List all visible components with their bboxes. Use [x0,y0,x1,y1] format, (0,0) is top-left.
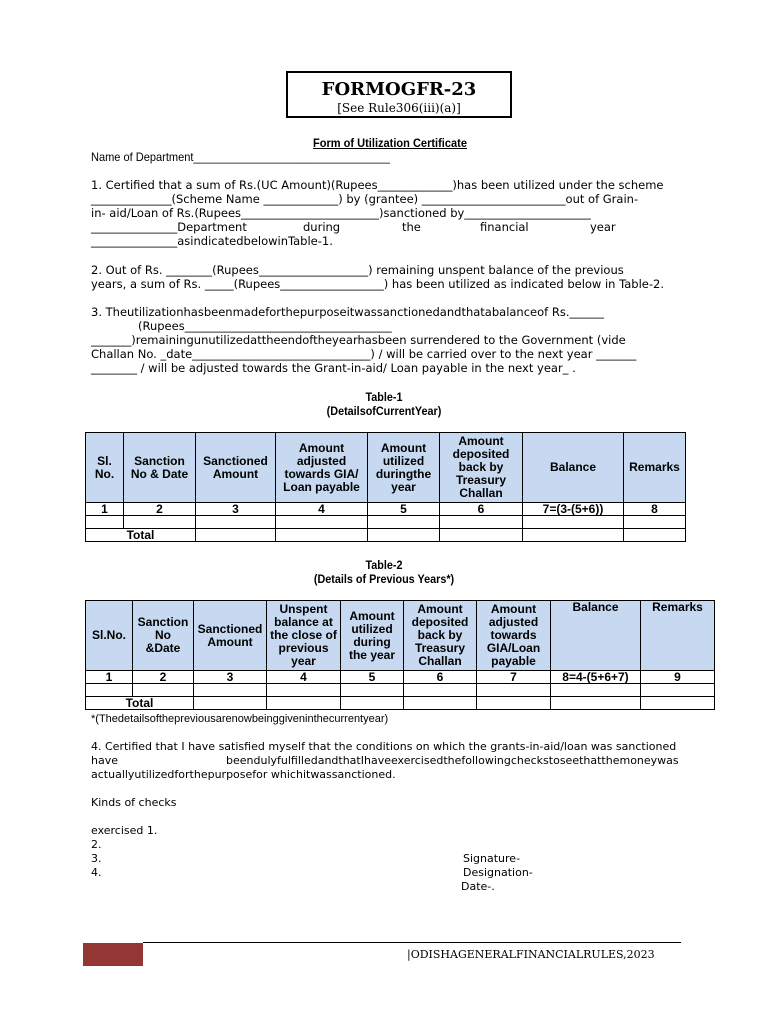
table2-header-balance: Balance [551,601,641,671]
table-cell [368,516,440,529]
table-cell [194,697,267,710]
table-cell [477,697,551,710]
table1-col-number: 4 [276,503,368,516]
table-cell [404,684,477,697]
para1-line4-the: the [402,220,421,234]
table1-col-number: 1 [86,503,124,516]
para2-line1: 2. Out of Rs. ________(Rupees___________________) remaining unspent balance of the previous [91,263,624,277]
para3-line3: _______)remainingunutilizedattheendoftheyearhasbeen surrendered to the Government (vide [91,333,626,347]
table1-header-slno: Sl. No. [86,433,124,503]
table2-caption: Table-2 [365,558,403,572]
table-cell [523,529,624,542]
table2-header-slno: Sl.No. [86,601,133,671]
table-cell [196,529,276,542]
table2-col-number: 9 [641,671,715,684]
table2-header-row [86,601,715,671]
table1-empty-row [86,516,686,529]
para2-line2: years, a sum of Rs. _____(Rupees__________________) has been utilized as indicated below in Table-2. [91,277,664,291]
table-cell [133,684,194,697]
check-item-2: 2. [91,838,102,851]
table1-col-number: 3 [196,503,276,516]
table2-col-number: 8=4-(5+6+7) [551,671,641,684]
table-cell [641,684,715,697]
table-cell [551,697,641,710]
table-cell [477,684,551,697]
table2-header-amount-adjusted: Amount adjusted towards GIA/Loan payable [477,601,551,671]
table1-col-number: 7=(3-(5+6)) [523,503,624,516]
para3-line2: (Rupees____________________________________ [138,319,392,333]
table2-col-number: 6 [404,671,477,684]
table1-header-sanctioned-amount: Sanctioned Amount [196,433,276,503]
para1-line4-department: _______________Department [91,220,247,234]
table-cell [276,516,368,529]
table2-number-row [86,671,715,684]
table1-subcaption: (DetailsofCurrentYear) [326,404,442,418]
table-cell [196,516,276,529]
table1-number-row [86,503,686,516]
table2-col-number: 5 [341,671,404,684]
table-cell [440,529,523,542]
table1-header-amount-utilized: Amount utilized duringthe year [368,433,440,503]
table-cell [267,684,341,697]
table-cell [194,684,267,697]
table1-col-number: 5 [368,503,440,516]
checks-label: Kinds of checks [91,796,177,809]
current-year-table [85,432,686,542]
signature-label: Signature- [463,852,521,865]
date-label: Date-. [461,880,495,893]
table2-total-row [86,697,715,710]
designation-label: Designation- [463,866,533,879]
table1-total-row [86,529,686,542]
form-title: FORMOGFR-23 [321,79,477,100]
para1-line5: _______________asindicatedbelowinTable-1. [91,234,333,248]
form-title-box [286,71,512,118]
check-item-3: 3. [91,852,102,865]
table2-header-sanctioned-amount: Sanctioned Amount [194,601,267,671]
table1-header-row [86,433,686,503]
table1-header-remarks: Remarks [624,433,686,503]
table-cell [523,516,624,529]
para4-line1: 4. Certified that I have satisfied myself that the conditions on which the grants-in-aid/loan was sanctioned [91,740,677,753]
table1-col-number: 2 [124,503,196,516]
table2-col-number: 4 [267,671,341,684]
table2-total-label: Total [86,697,194,710]
table2-header-sanction: Sanction No &Date [133,601,194,671]
table2-footnote: *(Thedetailsofthepreviousarenowbeinggiveninthecurrentyear) [91,713,389,725]
table2-subcaption: (Details of Previous Years*) [313,572,455,586]
table1-total-label: Total [86,529,196,542]
table-cell [624,516,686,529]
table2-col-number: 7 [477,671,551,684]
table2-header-remarks: Remarks [641,601,715,671]
table2-header-unspent-balance: Unspent balance at the close of previous year [267,601,341,671]
department-name-line: Name of Department________________________________ [91,150,390,164]
para1-line1: 1. Certified that a sum of Rs.(UC Amount)(Rupees_____________)has been utilized under the scheme [91,178,664,192]
para1-line3: in- aid/Loan of Rs.(Rupees________________________)sanctioned by______________________ [91,206,591,220]
para3-line1: 3. Theutilizationhasbeenmadeforthepurposeitwassanctionedandthatabalanceof Rs.______ [91,305,604,319]
previous-years-table [85,600,715,710]
table-cell [124,516,196,529]
form-heading: Form of Utilization Certificate [313,136,467,150]
check-item-4: 4. [91,866,102,879]
form-rule-reference: [See Rule306(iii)(a)] [337,101,461,115]
footer-rule [143,942,681,943]
para1-line4-during: during [303,220,341,234]
table-cell [341,684,404,697]
para4-line2-rest: beendulyfulfilledandthatIhaveexercisedthefollowingcheckstoseethatthemoneywas [226,754,679,767]
para3-line4: Challan No. _date_______________________________) / will be carried over to the next year _______ [91,347,637,361]
table1-header-balance: Balance [523,433,624,503]
table-cell [404,697,477,710]
check-item-1: exercised 1. [91,824,158,837]
table-cell [276,529,368,542]
table-cell [551,684,641,697]
table-cell [624,529,686,542]
para3-line5: ________ / will be adjusted towards the Grant-in-aid/ Loan payable in the next year_ . [91,361,576,375]
table1-caption: Table-1 [365,390,403,404]
table2-col-number: 1 [86,671,133,684]
table-cell [368,529,440,542]
table-cell [86,516,124,529]
table2-header-amount-deposited: Amount deposited back by Treasury Challan [404,601,477,671]
table-cell [267,697,341,710]
para1-line2: ______________(Scheme Name _____________) by (grantee) _________________________out of Grain- [91,192,639,206]
footer-title: |ODISHAGENERALFINANCIALRULES,2023 [407,948,655,961]
table1-header-sanction: Sanction No & Date [124,433,196,503]
table1-header-amount-deposited: Amount deposited back by Treasury Challan [440,433,523,503]
table-cell [86,684,133,697]
table1-header-amount-adjusted: Amount adjusted towards GIA/ Loan payable [276,433,368,503]
table-cell [341,697,404,710]
table2-col-number: 2 [133,671,194,684]
para4-line2-have: have [91,754,118,767]
table1-col-number: 6 [440,503,523,516]
para1-line4-financial: financial [480,220,529,234]
table2-header-amount-utilized: Amount utilized during the year [341,601,404,671]
para4-line3: actuallyutilizedforthepurposefor whichitwassanctioned. [91,768,396,781]
table-cell [440,516,523,529]
table1-col-number: 8 [624,503,686,516]
footer-page-block [83,943,143,966]
table-cell [641,697,715,710]
para1-line4-year: year [590,220,616,234]
table2-col-number: 3 [194,671,267,684]
table2-empty-row [86,684,715,697]
